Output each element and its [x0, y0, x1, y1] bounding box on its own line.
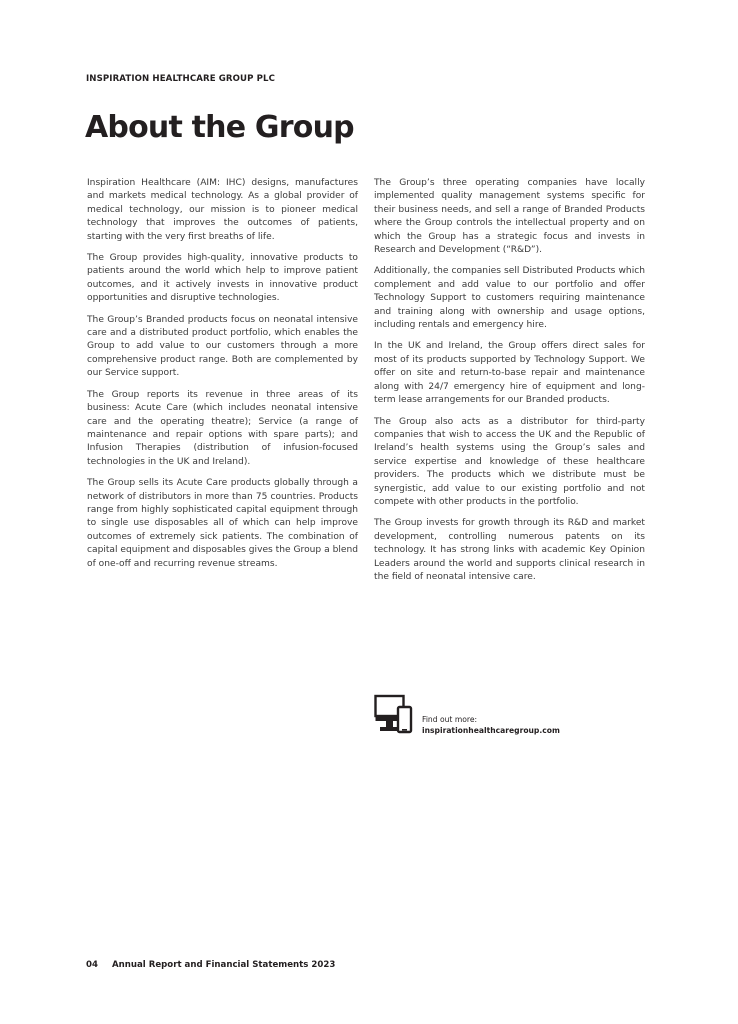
paragraph: The Group invests for growth through its R&D and market development, controlling numerous patents on its technology. It has strong links with academic Key Opinion Leaders around the world and supports clinical research in the field of neonatal intensive care. [374, 518, 645, 582]
page-number: 04 [86, 960, 98, 970]
left-column [87, 177, 358, 579]
page-title: About the Group [85, 110, 354, 145]
right-column [374, 177, 645, 592]
paragraph: The Group’s three operating companies have locally implemented quality management systems specific for their business needs, and sell a range of Branded Products where the Group controls the intellectual property and on which the Group has a strategic focus and invests in Research and Development (“R&D”). [374, 178, 645, 256]
paragraph: In the UK and Ireland, the Group offers direct sales for most of its products supported by Technology Support. We offer on site and return-to-base repair and maintenance along with 24/7 emergency hire of equipment and long-term lease arrangements for our Branded products. [374, 341, 645, 406]
devices-icon [374, 693, 416, 735]
find-out-label: Find out more: [422, 715, 478, 724]
company-header: INSPIRATION HEALTHCARE GROUP PLC [86, 74, 276, 84]
paragraph: Additionally, the companies sell Distributed Products which complement and add value to our portfolio and offer Technology Support to customers requiring maintenance and training along with ownership and usage options, including rentals and emergency hire. [374, 266, 645, 331]
paragraph: The Group also acts as a distributor for third-party companies that wish to access the UK and the Republic of Ireland’s health systems using the Group’s sales and service expertise and knowledge of these healthcare providers. The products which we distribute must be synergistic, add value to our existing portfolio and not compete with other products in the portfolio. [374, 416, 645, 507]
paragraph: Inspiration Healthcare (AIM: IHC) designs, manufactures and markets medical technology. As a global provider of medical technology, our mission is to pioneer medical technology that improves the outcomes of patients, starting with the very first breaths of life. [87, 178, 358, 242]
paragraph: The Group’s Branded products focus on neonatal intensive care and a distributed product portfolio, which enables the Group to add value to our customers through a more comprehensive product range. Both are complemented by our Service support. [87, 314, 358, 379]
paragraph: The Group reports its revenue in three areas of its business: Acute Care (which includes neonatal intensive care and the operating theatre); Service (a range of maintenance and repair options with spare parts); and Infusion Therapies (distribution of infusion-focused technologies in the UK and Ireland). [87, 389, 358, 467]
report-title: Annual Report and Financial Statements 2023 [111, 960, 336, 970]
website-link[interactable]: inspirationhealthcaregroup.com [422, 726, 560, 735]
paragraph: The Group sells its Acute Care products globally through a network of distributors in more than 75 countries. Products range from highly sophisticated capital equipment through to single use disposables all of which can help improve outcomes of extremely sick patients. The combination of capital equipment and disposables gives the Group a blend of one-off and recurring revenue streams. [87, 478, 358, 569]
page-footer [86, 960, 335, 970]
find-out-more [374, 693, 614, 737]
paragraph: The Group provides high-quality, innovative products to patients around the world which help to improve patient outcomes, and it actively invests in innovative product opportunities and disruptive technologies. [87, 253, 358, 304]
